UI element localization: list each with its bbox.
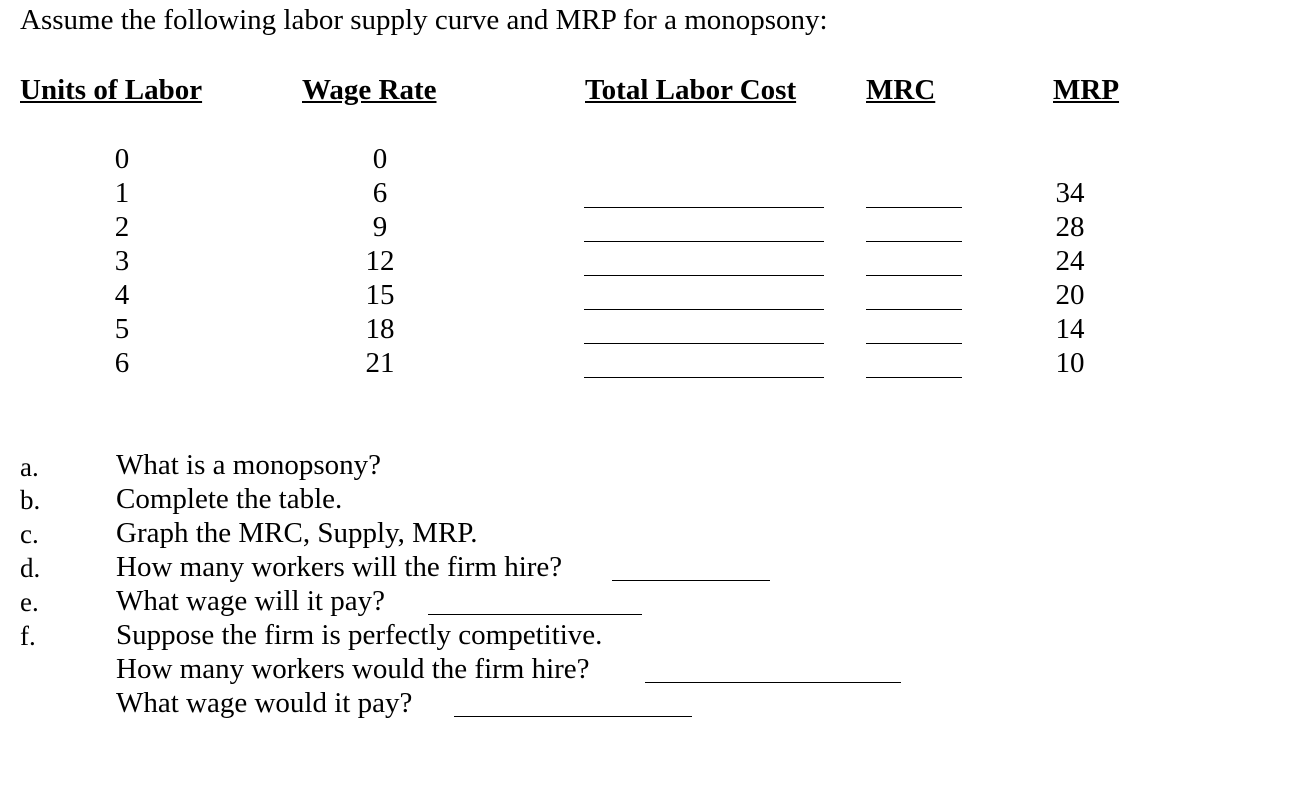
mrp-cell: 14 <box>1055 313 1085 345</box>
mrc-blank[interactable] <box>866 343 962 344</box>
total-labor-cost-blank[interactable] <box>584 309 824 310</box>
wage-cell: 12 <box>365 245 395 277</box>
question-letter-d: d. <box>20 553 41 583</box>
total-labor-cost-blank[interactable] <box>584 241 824 242</box>
answer-blank-d[interactable] <box>612 580 770 581</box>
question-letter-c: c. <box>20 519 39 549</box>
mrc-blank[interactable] <box>866 377 962 378</box>
total-labor-cost-blank[interactable] <box>584 377 824 378</box>
wage-cell: 0 <box>372 143 388 175</box>
units-cell: 1 <box>114 177 130 209</box>
question-letter-e: e. <box>20 587 39 617</box>
wage-cell: 21 <box>365 347 395 379</box>
total-labor-cost-blank[interactable] <box>584 275 824 276</box>
mrp-cell: 28 <box>1055 211 1085 243</box>
header-total-labor-cost: Total Labor Cost <box>585 74 797 106</box>
mrp-cell: 24 <box>1055 245 1085 277</box>
question-f-intro: Suppose the firm is perfectly competitive. <box>116 619 603 651</box>
mrc-blank[interactable] <box>866 241 962 242</box>
question-b: Complete the table. <box>116 483 343 515</box>
header-mrp: MRP <box>1053 74 1120 106</box>
mrc-blank[interactable] <box>866 309 962 310</box>
question-letter-b: b. <box>20 485 41 515</box>
mrp-cell: 10 <box>1055 347 1085 379</box>
question-letter-f: f. <box>20 621 36 651</box>
wage-cell: 18 <box>365 313 395 345</box>
units-cell: 3 <box>114 245 130 277</box>
wage-cell: 6 <box>372 177 388 209</box>
units-cell: 2 <box>114 211 130 243</box>
answer-blank-f-workers[interactable] <box>645 682 901 683</box>
total-labor-cost-blank[interactable] <box>584 207 824 208</box>
units-cell: 0 <box>114 143 130 175</box>
header-wage-rate: Wage Rate <box>302 74 437 106</box>
answer-blank-e[interactable] <box>428 614 642 615</box>
total-labor-cost-blank[interactable] <box>584 343 824 344</box>
units-cell: 5 <box>114 313 130 345</box>
intro-text: Assume the following labor supply curve and MRP for a monopsony: <box>20 4 828 36</box>
wage-cell: 15 <box>365 279 395 311</box>
answer-blank-f-wage[interactable] <box>454 716 692 717</box>
mrp-cell: 20 <box>1055 279 1085 311</box>
question-c: Graph the MRC, Supply, MRP. <box>116 517 478 549</box>
question-d: How many workers will the firm hire? <box>116 551 563 583</box>
units-cell: 6 <box>114 347 130 379</box>
question-e: What wage will it pay? <box>116 585 385 617</box>
mrc-blank[interactable] <box>866 275 962 276</box>
header-mrc: MRC <box>866 74 936 106</box>
header-units-of-labor: Units of Labor <box>20 74 203 106</box>
question-letter-a: a. <box>20 452 39 482</box>
question-a: What is a monopsony? <box>116 449 381 481</box>
mrp-cell: 34 <box>1055 177 1085 209</box>
mrc-blank[interactable] <box>866 207 962 208</box>
wage-cell: 9 <box>372 211 388 243</box>
units-cell: 4 <box>114 279 130 311</box>
question-f-workers: How many workers would the firm hire? <box>116 653 590 685</box>
question-f-wage: What wage would it pay? <box>116 687 413 719</box>
